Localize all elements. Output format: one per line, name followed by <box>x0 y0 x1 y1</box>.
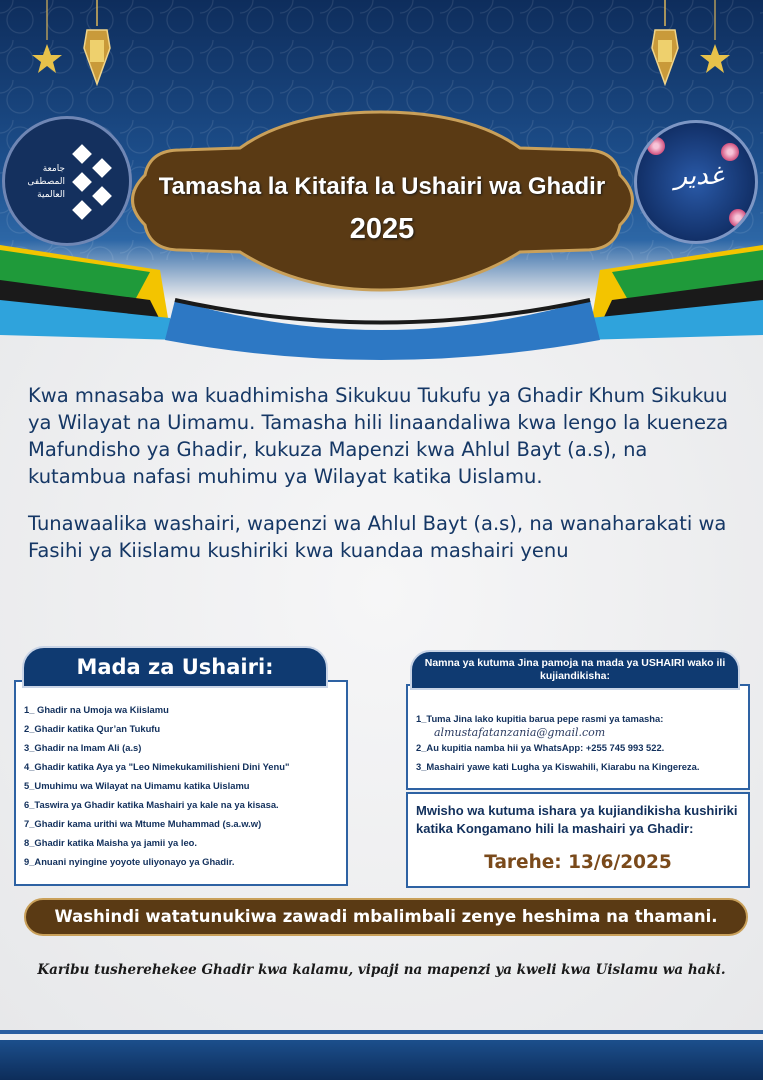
submission-steps <box>408 686 748 773</box>
title-line-1: Tamasha la Kitaifa la Ushairi wa Ghadir <box>158 173 606 200</box>
university-logo <box>2 116 132 246</box>
contact-email: almustafatanzania@gmail.com <box>434 726 606 739</box>
intro-paragraph-2: Tunawaalika washairi, wapenzi wa Ahlul Bayt (a.s), na wanaharakati wa Fasihi ya Kiislamu kushiriki kwa kuandaa mashairi yenu <box>28 512 727 562</box>
page-title <box>132 172 632 250</box>
intro-paragraph-1: Kwa mnasaba wa kuadhimisha Sikukuu Tukufu ya Ghadir Khum Sikukuu ya Wilayat na Uimamu. Tamasha hili linaandaliwa kwa lengo la kueneza Mafundisho ya Ghadir, kukuza Mapenzi kwa Ahlul Bayt (a.s), na kutambua nafasi muhimu ya Wilayat katika Uislamu. <box>28 384 729 488</box>
closing-message: Karibu tusherehekee Ghadir kwa kalamu, vipaji na mapenzi ya kweli kwa Uislamu wa haki. <box>37 962 726 978</box>
list-item: 4_Ghadir katika Aya ya "Leo Nimekukamilishieni Dini Yenu" <box>24 761 290 772</box>
list-item: 5_Umuhimu wa Wilayat na Uimamu katika Uislamu <box>24 780 250 791</box>
logo-mark-icon <box>69 143 125 223</box>
submission-step-1: 1_Tuma Jina lako kupitia barua pepe rasmi ya tamasha: <box>416 713 664 724</box>
list-item: 6_Taswira ya Ghadir katika Mashairi ya kale na ya kisasa. <box>24 799 279 810</box>
topics-heading: Mada za Ushairi: <box>22 646 328 688</box>
deadline-text: Mwisho wa kutuma ishara ya kujiandikisha kushiriki katika Kongamano hili la mashairi ya Ghadir: <box>416 803 738 836</box>
deadline-panel <box>406 792 750 888</box>
submission-step-3: 3_Mashairi yawe kati Lugha ya Kiswahili, Kiarabu na Kingereza. <box>416 761 700 772</box>
star-icon <box>32 0 62 73</box>
lantern-icon <box>84 0 110 84</box>
flower-icon <box>647 137 665 155</box>
star-icon <box>700 0 730 73</box>
title-year: 2025 <box>349 213 415 245</box>
intro-text <box>28 382 743 564</box>
submission-heading: Namna ya kutuma Jina pamoja na mada ya USHAIRI wako ili kujiandikisha: <box>410 650 740 690</box>
submission-panel <box>406 684 750 790</box>
flag-ribbon-left <box>0 245 180 340</box>
list-item: 1_ Ghadir na Umoja wa Kiislamu <box>24 704 169 715</box>
topics-panel <box>14 680 348 886</box>
list-item: 9_Anuani nyingine yoyote uliyonayo ya Ghadir. <box>24 856 235 867</box>
flower-icon <box>721 143 739 161</box>
footer-bar <box>0 1040 763 1080</box>
prize-banner: Washindi watatunukiwa zawadi mbalimbali zenye heshima na thamani. <box>24 898 748 936</box>
logo-text: جامعة المصطفى العالمية <box>27 164 65 200</box>
center-ribbon <box>165 300 600 360</box>
ghadir-logo <box>634 120 758 244</box>
ghadir-logo-text: غدير <box>674 161 724 191</box>
deadline-date: Tarehe: 13/6/2025 <box>484 852 672 873</box>
list-item: 8_Ghadir katika Maisha ya jamii ya leo. <box>24 837 198 848</box>
list-item: 7_Ghadir kama urithi wa Mtume Muhammad (s.a.w.w) <box>24 818 262 829</box>
topics-list <box>16 682 346 871</box>
lantern-icon <box>652 0 678 84</box>
flower-icon <box>729 209 747 227</box>
flag-ribbon-right <box>580 245 763 340</box>
list-item: 2_Ghadir katika Qur’an Tukufu <box>24 723 161 734</box>
list-item: 3_Ghadir na Imam Ali (a.s) <box>24 742 142 753</box>
submission-step-2: 2_Au kupitia namba hii ya WhatsApp: +255 745 993 522. <box>416 742 665 753</box>
footer-divider <box>0 1030 763 1034</box>
